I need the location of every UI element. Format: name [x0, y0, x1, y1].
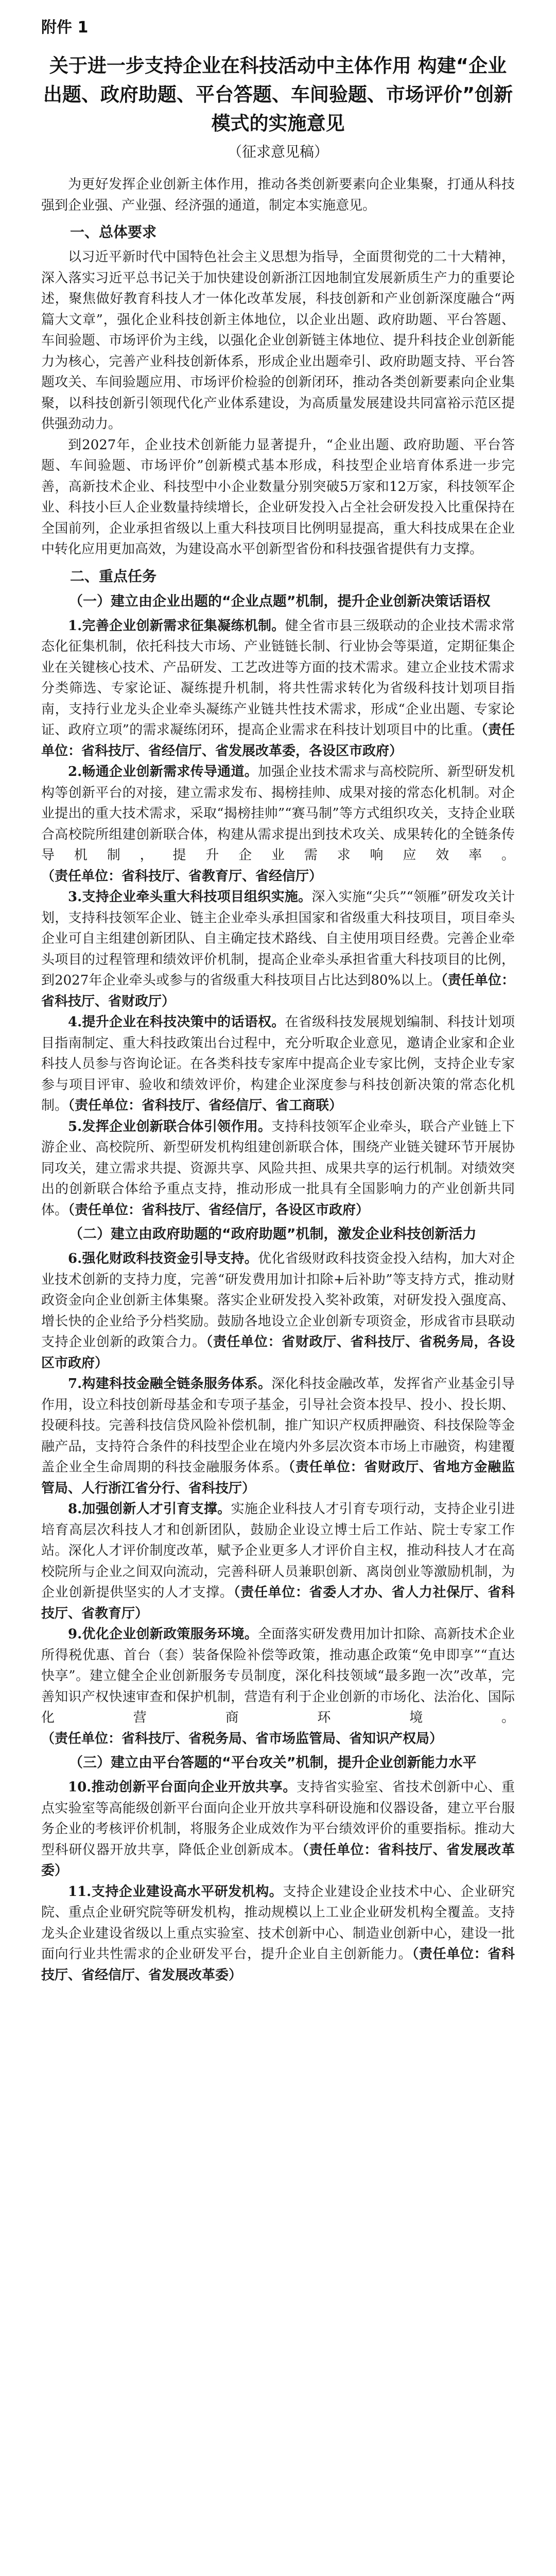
task-body: 健全省市县三级联动的企业技术需求常态化征集机制，依托科技大市场、产业链链长制、行业协会等渠道，定期征集企业在关键核心技术、产品研发、工艺改进等方面的技术需求。建立企业技术需求分类筛选、专家论证、凝练提升机制，将共性需求转化为省级科技计划项目指南，支持行业龙头企业牵头凝练产业链共性技术需求，形成“企业出题、专家论证、政府立项”的需求凝练闭环，提高企业需求在科技计划项目中的比重。: [41, 618, 515, 738]
task-lead: 2.畅通企业创新需求传导通道。: [68, 764, 258, 779]
task-lead: 5.发挥企业创新联合体引领作用。: [68, 1118, 272, 1134]
task-paragraph: [41, 1012, 515, 1116]
task-body: 支持企业建设企业技术中心、企业研究院、重点企业研究院等研发机构，推动规模以上工业企业研发机构全覆盖。支持龙头企业建设省级以上重点实验室、技术创新中心、制造业创新中心，建设一批面向行业共性需求的企业研发平台，提升企业自主创新能力。: [41, 1884, 515, 1962]
task-owner: （责任单位：省科技厅、省教育厅、省经信厅）: [41, 868, 323, 884]
task-body: 深化科技金融改革，发挥省产业基金引导作用，设立科技创新母基金和专项子基金，引导社会资本投早、投小、投长期、投硬科技。完善科技信贷风险补偿机制，推广知识产权质押融资、科技保险等金融产品，支持符合条件的科技型企业在境内外多层次资本市场上市融资，构建覆盖企业全生命周期的科技金融服务体系。: [41, 1376, 515, 1475]
section-heading-general: 一、总体要求: [70, 224, 157, 241]
task-lead: 3.支持企业牵头重大科技项目组织实施。: [68, 889, 312, 905]
intro-paragraph: 为更好发挥企业创新主体作用，推动各类创新要素向企业集聚，打通从科技强到企业强、产业强、经济强的通道，制定本实施意见。: [41, 177, 515, 213]
document-subtitle: （征求意见稿）: [227, 143, 328, 160]
document-title: 关于进一步支持企业在科技活动中主体作用 构建“企业出题、政府助题、平台答题、车间验题、市场评价”创新模式的实施意见: [43, 55, 513, 134]
task-body: 全面落实研发费用加计扣除、高新技术企业所得税优惠、首台（套）装备保险补偿等政策，推动惠企政策“免申即享”“直达快享”。建立健全企业创新服务专员制度，深化科技领域“最多跑一次”改革，完善知识产权快速审查和保护机制，营造有利于企业创新的市场化、法治化、国际化营商环境。: [41, 1626, 515, 1725]
task-paragraph: [41, 1374, 515, 1499]
task-body: 在省级科技发展规划编制、科技计划项目指南制定、重大科技政策出台过程中，充分听取企业意见，邀请企业家和企业科技人员参与咨询论证。在各类科技专家库中提高企业专家比例，支持企业专家参与项目评审、验收和绩效评价，构建企业深度参与科技创新决策的常态化机制。: [41, 1014, 515, 1113]
general-paragraph-1: 以习近平新时代中国特色社会主义思想为指导，全面贯彻党的二十大精神，深入落实习近平总书记关于加快建设创新浙江因地制宜发展新质生产力的重要论述，聚焦做好教育科技人才一体化改革发展，科技创新和产业创新深度融合“两篇大文章”，强化企业科技创新主体地位，以企业出题、政府助题、平台答题、车间验题、市场评价为主线，以强化企业创新链主体地位、提升科技企业创新能力为核心，完善产业科技创新体系，形成企业出题牵引、政府助题支持、平台答题攻关、车间验题应用、市场评价检验的创新闭环，推动各类创新要素向企业集聚，以科技创新引领现代化产业体系建设，为高质量发展建设共同富裕示范区提供强劲动力。: [41, 249, 515, 432]
task-owner: （责任单位：省科技厅、省财政厅）: [41, 973, 515, 1009]
task-lead: 10.推动创新平台面向企业开放共享。: [68, 1780, 297, 1795]
task-lead: 8.加强创新人才引育支撑。: [68, 1501, 231, 1517]
task-owner: （责任单位：省科技厅、省经信厅，各设区市政府）: [68, 1202, 370, 1218]
attachment-label: 附件 1: [41, 19, 89, 37]
task-body: 支持科技领军企业牵头，联合产业链上下游企业、高校院所、新型研发机构组建创新联合体，围绕产业链关键环节开展协同攻关，建立需求共提、资源共享、风险共担、成果共享的运行机制。对绩效突出的创新联合体给予重点支持，推动形成一批具有全国影响力的产业创新共同体。: [41, 1118, 515, 1218]
task-lead: 4.提升企业在科技决策中的话语权。: [68, 1014, 285, 1030]
task-paragraph: [41, 1624, 515, 1749]
task-owner: （责任单位：省科技厅、省发展改革委）: [41, 1842, 515, 1878]
task-lead: 6.强化财政科技资金引导支持。: [68, 1251, 258, 1266]
general-paragraph-2: 到2027年，企业技术创新能力显著提升，“企业出题、政府助题、平台答题、车间验题、市场评价”创新模式基本形成，科技型企业培育体系进一步完善，高新技术企业、科技型中小企业数量分别突破5万家和12万家，科技领军企业、科技小巨人企业数量持续增长，企业研发投入占全社会研发投入比重保持在全国前列，企业承担省级以上重大科技项目比例明显提高，重大科技成果在企业中转化应用更加高效，为建设高水平创新型省份和科技强省提供有力支撑。: [41, 437, 515, 557]
task-owner: （责任单位：省科技厅、省经信厅、省发展改革委，各设区市政府）: [41, 722, 515, 759]
task-body: 支持省实验室、省技术创新中心、重点实验室等高能级创新平台面向企业开放共享科研设施和仪器设备，建立平台服务企业的考核评价机制，将服务企业成效作为平台绩效评价的重要指标。推动大型科研仪器开放共享，降低企业创新成本。: [41, 1780, 515, 1858]
task-lead: 9.优化企业创新政策服务环境。: [68, 1626, 258, 1642]
task-body: 加强企业技术需求与高校院所、新型研发机构等创新平台的对接，建立需求发布、揭榜挂帅、成果对接的常态化机制。对企业提出的重大技术需求，采取“揭榜挂帅”“赛马制”等方式组织攻关，支持企业联合高校院所组建创新联合体，构建从需求提出到技术攻关、成果转化的全链条传导机制，提升企业需求响应效率。: [41, 764, 515, 863]
subsection-heading-platform-answer: （三）建立由平台答题的“平台攻关”机制，提升企业创新能力水平: [69, 1755, 477, 1771]
task-owner: （责任单位：省科技厅、省经信厅、省发展改革委）: [41, 1946, 515, 1983]
task-lead: 1.完善企业创新需求征集凝练机制。: [68, 618, 285, 634]
task-owner: （责任单位：省委人才办、省人力社保厅、省科技厅、省教育厅）: [41, 1585, 515, 1621]
task-paragraph: [41, 887, 515, 1012]
task-paragraph: [41, 1777, 515, 1882]
subsection-heading-enterprise-topic: （一）建立由企业出题的“企业点题”机制，提升企业创新决策话语权: [69, 593, 491, 609]
task-paragraph: [41, 1116, 515, 1221]
task-paragraph: [41, 761, 515, 887]
task-paragraph: [41, 1499, 515, 1624]
task-owner: （责任单位：省财政厅、省科技厅、省税务局，各设区市政府）: [41, 1334, 515, 1371]
task-owner: （责任单位：省财政厅、省地方金融监管局、人行浙江省分行、省科技厅）: [41, 1460, 515, 1496]
task-lead: 11.支持企业建设高水平研发机构。: [68, 1884, 283, 1900]
task-lead: 7.构建科技金融全链条服务体系。: [68, 1376, 272, 1392]
task-paragraph: [41, 1248, 515, 1374]
task-body: 深入实施“尖兵”“领雁”研发攻关计划，支持科技领军企业、链主企业牵头承担国家和省级重大科技项目，项目牵头企业可自主组建创新团队、自主确定技术路线、自主使用项目经费。完善企业牵头项目的过程管理和绩效评价机制，提高企业牵头承担省重大科技项目的比例，到2027年企业牵头或参与的省级重大科技项目占比达到80%以上。: [41, 889, 515, 988]
task-owner: （责任单位：省科技厅、省税务局、省市场监管局、省知识产权局）: [41, 1731, 443, 1747]
task-owner: （责任单位：省科技厅、省经信厅、省工商联）: [68, 1098, 343, 1113]
task-paragraph: [41, 616, 515, 762]
subsection-heading-government-help: （二）建立由政府助题的“政府助题”机制，激发企业科技创新活力: [69, 1226, 477, 1242]
task-paragraph: [41, 1882, 515, 1986]
section-heading-key-tasks: 二、重点任务: [70, 567, 157, 585]
task-body: 优化省级财政科技资金投入结构，加大对企业技术创新的支持力度，完善“研发费用加计扣除+后补助”等支持方式，推动财政资金向企业创新主体集聚。落实企业研发投入奖补政策，对研发投入强度高、增长快的企业给予分档奖励。鼓励各地设立企业创新专项资金，形成省市县联动支持企业创新的政策合力。: [41, 1251, 515, 1350]
task-body: 实施企业科技人才引育专项行动，支持企业引进培育高层次科技人才和创新团队，鼓励企业设立博士后工作站、院士专家工作站。深化人才评价制度改革，赋予企业更多人才评价自主权，推动科技人才在高校院所与企业之间双向流动，完善科研人员兼职创新、离岗创业等激励机制，为企业创新提供坚实的人才支撑。: [41, 1501, 515, 1600]
